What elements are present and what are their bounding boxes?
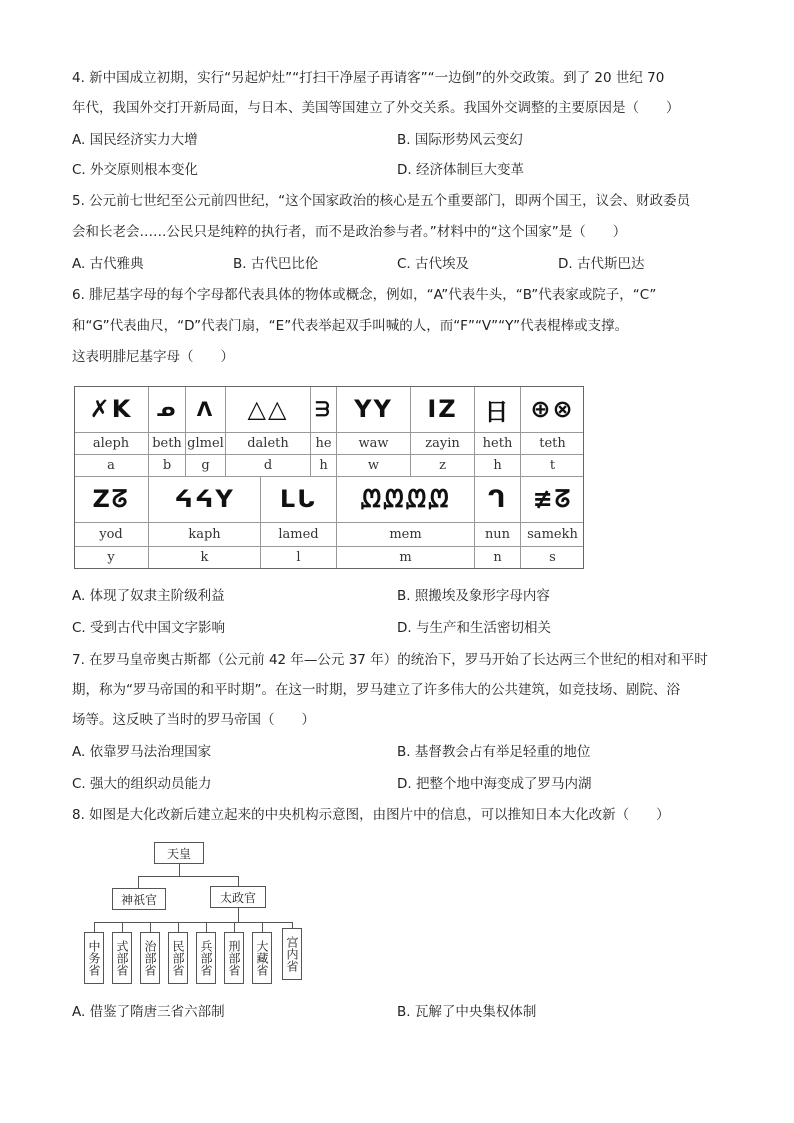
glyph-1-0: ✗K (89, 395, 133, 423)
org-connector (234, 922, 235, 932)
q5-option-b: B. 古代巴比伦 (233, 256, 319, 272)
org-node-nakatsukasa: 中务省 (84, 932, 104, 984)
org-connector (94, 922, 95, 932)
org-node-daijokan: 太政官 (210, 886, 266, 908)
glyph-1-8: ⊕⊗ (520, 386, 584, 432)
name-1-5: waw (336, 432, 410, 454)
q7-option-d: D. 把整个地中海变成了罗马内湖 (397, 776, 592, 792)
q7-stem-line3: 场等。这反映了当时的罗马帝国（ ） (72, 712, 315, 728)
name-2-5: samekh (520, 522, 584, 546)
glyph-2-0: Zᘔ (92, 485, 130, 513)
glyph-2-5: ≢ᘔ (520, 476, 584, 522)
q4-option-c: C. 外交原则根本变化 (72, 162, 199, 178)
latin-1-8: t (520, 454, 584, 476)
latin-1-0: a (107, 457, 115, 473)
name-1-3: daleth (225, 432, 310, 454)
name-1-7: heth (474, 432, 520, 454)
phoenician-alphabet-table (74, 386, 584, 569)
org-connector (238, 876, 239, 886)
glyph-1-6: IZ (410, 386, 474, 432)
name-2-3: mem (336, 522, 474, 546)
q4-option-a: A. 国民经济实力大增 (72, 132, 198, 148)
latin-1-4: h (310, 454, 336, 476)
q7-option-a: A. 依靠罗马法治理国家 (72, 744, 212, 760)
org-node-minbu: 民部省 (168, 932, 188, 984)
name-2-2: lamed (260, 522, 336, 546)
latin-2-5: s (520, 546, 584, 569)
q4-option-d: D. 经济体制巨大变革 (397, 162, 524, 178)
latin-1-5: w (336, 454, 410, 476)
q8-stem-line1: 8. 如图是大化改新后建立起来的中央机构示意图，由图片中的信息，可以推知日本大化改新（ ） (72, 807, 670, 823)
org-node-jingikan: 神祇官 (112, 888, 166, 910)
latin-2-3: m (336, 546, 474, 569)
latin-1-7: h (474, 454, 520, 476)
q6-stem-line3: 这表明腓尼基字母（ ） (72, 349, 234, 365)
glyph-1-1: ᓄ (148, 386, 185, 432)
latin-2-4: n (474, 546, 520, 569)
org-connector (178, 922, 179, 932)
org-node-hyobu: 兵部省 (196, 932, 216, 984)
q4-stem-line2: 年代，我国外交打开新局面，与日本、美国等国建立了外交关系。我国外交调整的主要原因是（ ） (72, 100, 680, 116)
central-government-org-chart (84, 838, 324, 988)
name-2-0: yod (99, 526, 123, 542)
q6-stem-line1: 6. 腓尼基字母的每个字母都代表具体的物体或概念，例如，“A”代表牛头，“B”代表家或院子，“C” (72, 287, 657, 303)
table-frame (74, 386, 584, 569)
latin-1-3: d (225, 454, 310, 476)
latin-2-0: y (107, 550, 115, 565)
glyph-1-3: △△ (225, 386, 310, 432)
org-connector (138, 876, 139, 888)
org-connector (150, 922, 151, 932)
org-node-jibu: 治部省 (140, 932, 160, 984)
q6-option-d: D. 与生产和生活密切相关 (397, 620, 551, 636)
q6-stem-line2: 和“G”代表曲尺，“D”代表门扇，“E”代表举起双手叫喊的人，而“F”“V”“Y”代表棍棒或支撑。 (72, 318, 629, 334)
glyph-2-4: ᒉ (474, 476, 520, 522)
glyph-1-5: YY (336, 386, 410, 432)
org-connector (262, 922, 263, 932)
glyph-2-2: Lᒐ (260, 476, 336, 522)
glyph-2-3: ᘻᘻᘻᘻ (336, 476, 474, 522)
q5-stem-line2: 会和长老会……公民只是纯粹的执行者，而不是政治参与者。”材料中的“这个国家”是（ ） (72, 224, 627, 240)
org-node-emperor: 天皇 (154, 842, 204, 864)
org-connector (238, 908, 239, 922)
glyph-2-1: ᔦᔦY (148, 476, 260, 522)
name-1-1: beth (148, 432, 185, 454)
org-connector (122, 922, 123, 932)
org-node-gyobu: 刑部省 (224, 932, 244, 984)
name-1-0: aleph (92, 435, 130, 451)
q7-option-b: B. 基督教会占有举足轻重的地位 (397, 744, 591, 760)
org-node-kunai: 宫内省 (282, 928, 302, 980)
name-1-2: glmel (185, 432, 225, 454)
org-connector (138, 876, 238, 877)
q4-stem-line1: 4. 新中国成立初期，实行“另起炉灶”“打扫干净屋子再请客”“一边倒”的外交政策。到了 20 世纪 70 (72, 70, 665, 86)
q4-option-b: B. 国际形势风云变幻 (397, 132, 523, 148)
name-2-1: kaph (148, 522, 260, 546)
q5-option-d: D. 古代斯巴达 (558, 256, 645, 272)
q6-option-c: C. 受到古代中国文字影响 (72, 620, 226, 636)
name-1-4: he (310, 432, 336, 454)
q7-stem-line1: 7. 在罗马皇帝奥古斯都（公元前 42 年—公元 37 年）的统治下，罗马开始了长达两三个世纪的相对和平时 (72, 652, 708, 668)
q5-option-a: A. 古代雅典 (72, 256, 144, 272)
q5-option-c: C. 古代埃及 (397, 256, 470, 272)
q8-option-a: A. 借鉴了隋唐三省六部制 (72, 1004, 225, 1020)
org-connector (179, 864, 180, 876)
q5-stem-line1: 5. 公元前七世纪至公元前四世纪，“这个国家政治的核心是五个重要部门，即两个国王，议会、财政委员 (72, 193, 691, 209)
glyph-1-4: ᗱ (310, 386, 336, 432)
name-1-8: teth (520, 432, 584, 454)
glyph-1-7: 日 (474, 386, 520, 432)
latin-1-1: b (148, 454, 185, 476)
q8-option-b: B. 瓦解了中央集权体制 (397, 1004, 537, 1020)
org-node-shikibu: 式部省 (112, 932, 132, 984)
q7-option-c: C. 强大的组织动员能力 (72, 776, 212, 792)
latin-2-2: l (260, 546, 336, 569)
org-node-okura: 大藏省 (252, 932, 272, 984)
q6-option-b: B. 照搬埃及象形字母内容 (397, 588, 550, 604)
latin-2-1: k (148, 546, 260, 569)
latin-1-2: g (185, 454, 225, 476)
name-1-6: zayin (410, 432, 474, 454)
org-connector (206, 922, 207, 932)
glyph-1-2: ᐱ (185, 386, 225, 432)
name-2-4: nun (474, 522, 520, 546)
latin-1-6: z (410, 454, 474, 476)
q6-option-a: A. 体现了奴隶主阶级利益 (72, 588, 225, 604)
q7-stem-line2: 期，称为“罗马帝国的和平时期”。在这一时期，罗马建立了许多伟大的公共建筑，如竞技场、剧院、浴 (72, 682, 680, 698)
